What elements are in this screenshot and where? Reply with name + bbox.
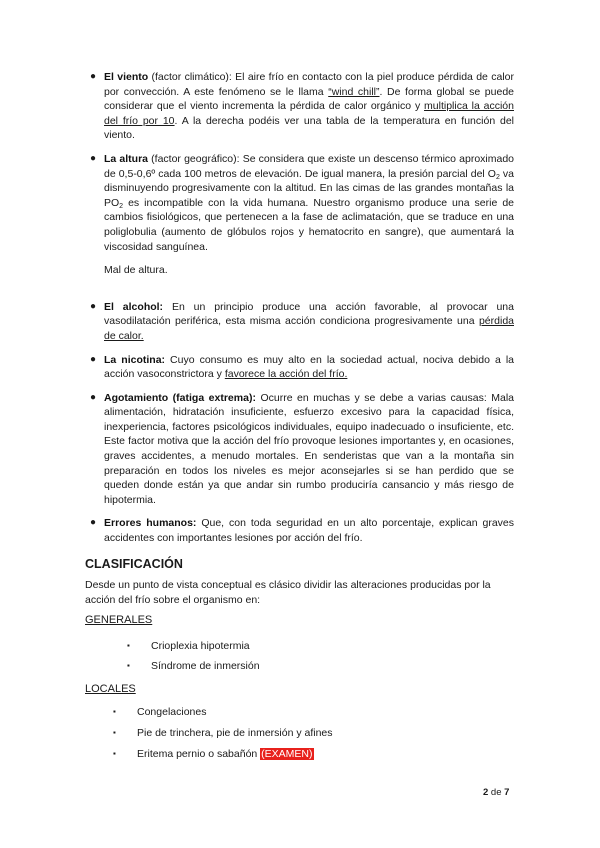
list-item-viento bbox=[90, 70, 514, 143]
bullet-icon: ● bbox=[90, 152, 97, 164]
category-locales: LOCALES bbox=[85, 683, 136, 695]
clasificacion-intro: Desde un punto de vista conceptual es clásico dividir las alteraciones producidas por la acción del frío sobre el organismo en: bbox=[85, 579, 491, 606]
square-bullet-icon: ▪ bbox=[127, 641, 130, 650]
list-item-alcohol bbox=[90, 300, 514, 344]
list-item-altura bbox=[90, 152, 515, 278]
paragraph-alcohol: El alcohol: En un principio produce una acción favorable, al provocar una vasodilatación periférica, esta misma acción condiciona progresivamente una pérdida de calor. bbox=[104, 300, 514, 342]
exam-highlight-tag: (EXAMEN) bbox=[261, 748, 313, 760]
list-item-errores bbox=[90, 516, 514, 545]
page-number: 2 de 7 bbox=[483, 787, 510, 798]
paragraph-nicotina: La nicotina: Cuyo consumo es muy alto en la sociedad actual, nociva debido a la acción vasoconstrictora y favorece la acción del frío. bbox=[104, 353, 515, 381]
square-bullet-icon: ▪ bbox=[113, 728, 116, 737]
list-item-nicotina bbox=[90, 353, 515, 382]
list-item-locales-1: ▪ Congelaciones bbox=[113, 706, 207, 718]
list-item-generales-2: ▪ Síndrome de inmersión bbox=[127, 660, 260, 672]
list-item-locales-2: ▪ Pie de trinchera, pie de inmersión y afines bbox=[113, 727, 333, 739]
factors-list bbox=[90, 70, 515, 555]
mal-de-altura-note: Mal de altura. bbox=[104, 264, 168, 277]
square-bullet-icon: ▪ bbox=[113, 707, 116, 716]
bullet-icon: ● bbox=[90, 300, 97, 312]
square-bullet-icon: ▪ bbox=[127, 661, 130, 670]
section-heading-clasificacion: CLASIFICACIÓN bbox=[85, 557, 183, 571]
list-item-generales-1: ▪ Crioplexia hipotermia bbox=[127, 640, 250, 652]
bullet-icon: ● bbox=[90, 353, 97, 365]
list-item-agotamiento bbox=[90, 391, 514, 508]
bullet-icon: ● bbox=[90, 391, 97, 403]
category-generales: GENERALES bbox=[85, 614, 153, 626]
list-item-locales-3: ▪ Eritema pernio o sabañón (EXAMEN) bbox=[113, 748, 313, 760]
paragraph-agotamiento: Agotamiento (fatiga extrema): Ocurre en muchas y se debe a varias causas: Mala alimentación, hidratación insuficiente, esfuerzo excesivo para la capacidad física, inexperiencia, factores psicológicos individuales, equipo inadecuado o insuficiente, etc. Este factor motiva que la acción del frío provoque lesiones importantes y, en ocasiones, graves accidentes, a menudo mortales. En senderistas que van a la montaña sin preparación en todos los niveles es mejor aconsejarles si se han perdido que se queden donde están ya que andar sin rumbo produciría cansancio y más riesgo de hipotermia. bbox=[104, 391, 514, 506]
square-bullet-icon: ▪ bbox=[113, 749, 116, 758]
bullet-icon: ● bbox=[90, 71, 97, 82]
paragraph-viento: El viento (factor climático): El aire frío en contacto con la piel produce pérdida de calor por convección. A este fenómeno se le llama “wind chill”. De forma global se puede considerar que el viento incrementa la pérdida de calor orgánico y multiplica la acción del frío por 10. A la derecha podéis ver una tabla de la temperatura en función del viento. bbox=[104, 71, 514, 142]
paragraph-errores: Errores humanos: Que, con toda seguridad en un alto porcentaje, explican graves accidentes con importantes lesiones por acción del frío. bbox=[104, 517, 514, 545]
bullet-icon: ● bbox=[90, 517, 97, 529]
paragraph-altura: La altura (factor geográfico): Se considera que existe un descenso térmico aproximado de 0,5-0,6º cada 100 metros de elevación. De igual manera, la presión parcial del $O_2$ va disminuyendo progresivamente con la altitud. En las cimas de las grandes montañas la $PO_2$ es incompatible con la vida humana. Nuestro organismo produce una serie de cambios fisiológicos, que pertenecen a la fase de aclimatación, que se traduce en una poliglobulia (aumento de glóbulos rojos y hematocrito en sangre), que aumentará la viscosidad sanguínea. bbox=[104, 152, 515, 253]
